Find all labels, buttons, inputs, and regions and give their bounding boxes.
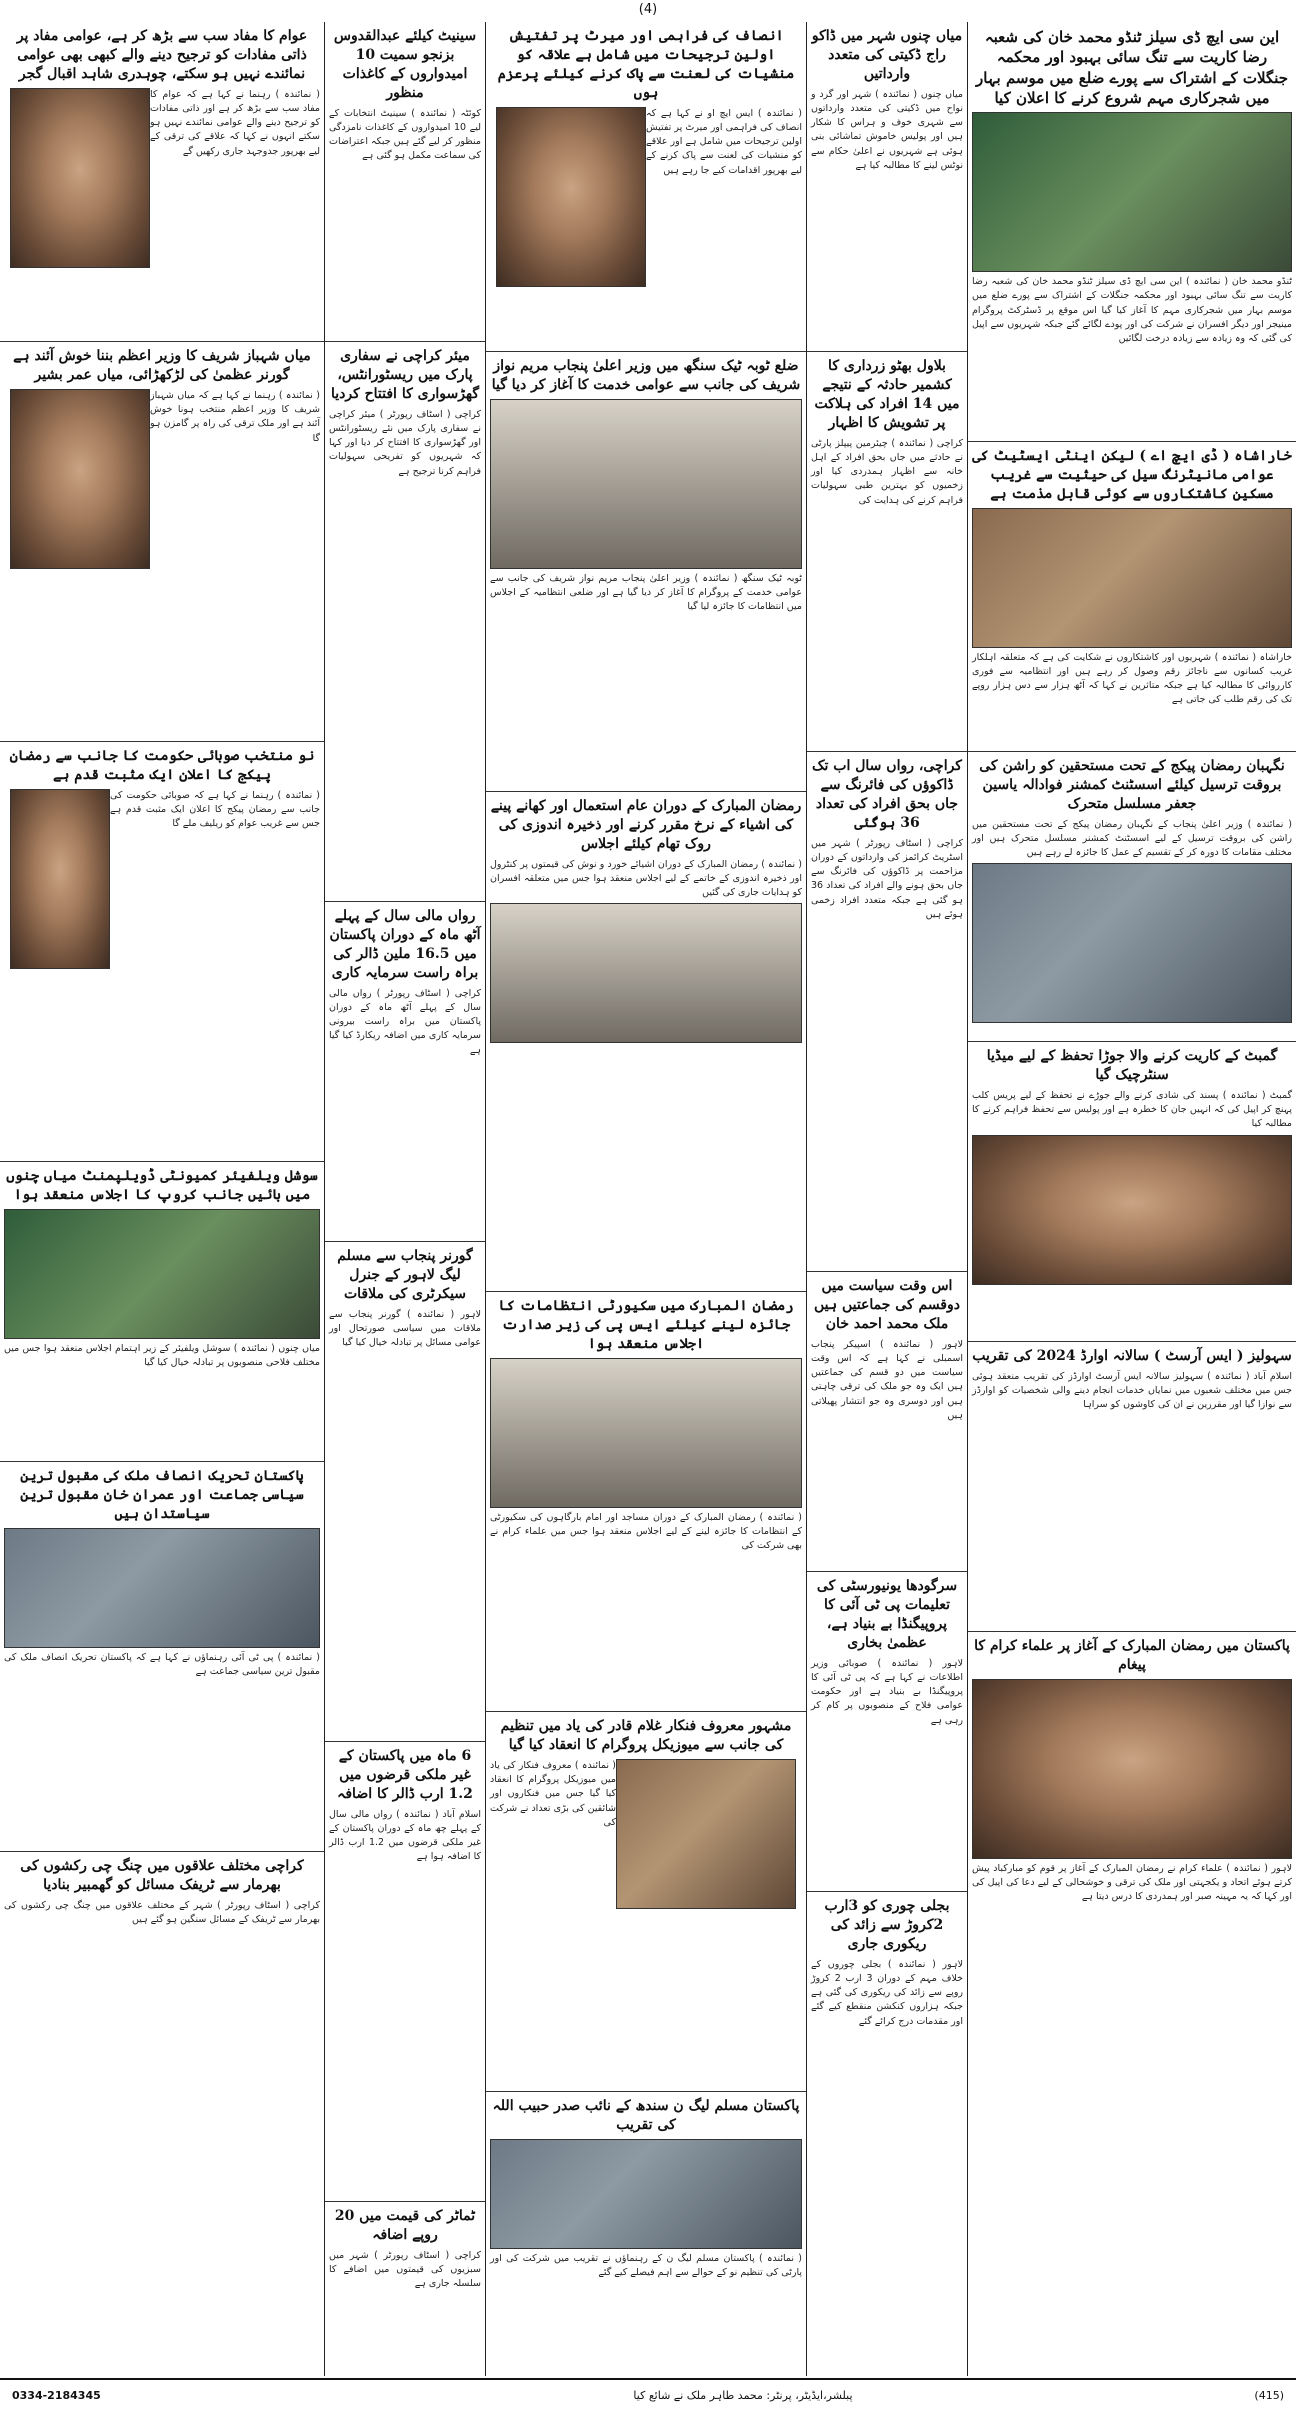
photo-welfare-meeting xyxy=(4,1209,320,1339)
story xyxy=(807,1892,967,2376)
registration-number: (415) xyxy=(1254,2389,1284,2402)
story xyxy=(325,1742,485,2202)
headline: ضلع ٹوبہ ٹیک سنگھ میں وزیر اعلیٰ پنجاب مریم نواز شریف کی جانب سے عوامی خدمت کا آغاز کر دیا گیا xyxy=(491,358,801,393)
story-body: ( نمائندہ ) پی ٹی آئی رہنماؤں نے کہا ہے کہ پاکستان تحریک انصاف ملک کی مقبول ترین سیاسی جماعت ہے xyxy=(4,1651,320,1677)
photo-cash xyxy=(972,508,1292,648)
column-divider xyxy=(806,22,807,2376)
story-body: میاں چنوں ( نمائندہ ) سوشل ویلفیئر کے زیر اہتمام اجلاس منعقد ہوا جس میں مختلف فلاحی منصوبوں پر تبادلہ خیال کیا گیا xyxy=(4,1342,320,1369)
headline: ٹماٹر کی قیمت میں 20 روپے اضافہ xyxy=(334,2208,476,2243)
phone-number: 0334-2184345 xyxy=(12,2389,101,2402)
publisher-line: پبلشر،ایڈیٹر، پرنٹر: محمد طاہر ملک نے شائع کیا xyxy=(633,2389,853,2402)
story-body: ( نمائندہ ) رہنما نے کہا ہے کہ صوبائی حکومت کی جانب سے رمضان پیکج کا اعلان ایک مثبت قدم ہے جس سے غریب عوام کو ریلیف ملے گا xyxy=(110,789,320,830)
photo-artists xyxy=(616,1759,796,1909)
story-body: اسلام آباد ( نمائندہ ) رواں مالی سال کے پہلے چھ ماہ کے دوران پاکستان کے غیر ملکی قرضوں میں 1.2 ارب ڈالر کا اضافہ ہوا ہے xyxy=(329,1808,481,1863)
story-body: ( نمائندہ ) رمضان المبارک کے دوران اشیائے خورد و نوش کی قیمتوں پر کنٹرول اور ذخیرہ اندوزی کے خاتمے کے لیے اجلاس منعقد ہوا جس میں متعلقہ افسران کو ہدایات جاری کی گئیں xyxy=(490,858,802,899)
photo-leader xyxy=(10,789,110,969)
headline: نو منتخب صوبائی حکومت کا جانب سے رمضان پیکج کا اعلان ایک مثبت قدم ہے xyxy=(9,748,315,783)
footer xyxy=(0,2378,1296,2416)
headline: رمضان المبارک میں سکیورٹی انتظامات کا جائزہ لینے کیلئے ایس پی کی زیر صدارت اجلاس منعقد ہوا xyxy=(498,1298,794,1352)
story xyxy=(807,1572,967,1892)
headline: پاکستان میں رمضان المبارک کے آغاز پر علماء کرام کا پیغام xyxy=(974,1638,1290,1673)
story-body: میاں چنوں ( نمائندہ ) شہر اور گرد و نواح میں ڈکیتی کی متعدد وارداتوں سے شہری خوف و ہراس کا شکار ہیں اور پولیس خاموش تماشائی بنی ہوئی ہے شہریوں نے اعلیٰ حکام سے نوٹس لینے کا مطالبہ کیا ہے xyxy=(811,88,963,171)
headline: پاکستان تحریک انصاف ملک کی مقبول ترین سیاسی جماعت اور عمران خان مقبول ترین سیاستدان ہیں xyxy=(20,1468,304,1522)
headline: پاکستان مسلم لیگ ن سندھ کے نائب صدر حبیب اللہ کی تقریب xyxy=(492,2098,800,2133)
headline: نگہبان رمضان پیکج کے تحت مستحقین کو راشن کی بروقت ترسیل کیلئے اسسٹنٹ کمشنر فوادالہ یاسین جعفر مسلسل متحرک xyxy=(979,758,1285,812)
column-4 xyxy=(325,22,485,2376)
story-body: لاہور ( نمائندہ ) علماء کرام نے رمضان المبارک کے آغاز پر قوم کو مبارکباد پیش کرتے ہوئے اتحاد و یکجہتی اور ملک کی ترقی و خوشحالی کے لیے دعا کی اپیل کی اور کہا کہ یہ مہینہ صبر اور ہمدردی کا درس دیتا ہے xyxy=(972,1862,1292,1903)
photo-security-meeting xyxy=(490,1358,802,1508)
headline: گورنر پنجاب سے مسلم لیگ لاہور کے جنرل سیکرٹری کی ملاقات xyxy=(337,1248,473,1302)
photo-shahid-iqbal xyxy=(10,88,150,268)
story xyxy=(0,742,324,1162)
story xyxy=(968,752,1296,1042)
story xyxy=(486,1712,806,2092)
story-body: لاہور ( نمائندہ ) صوبائی وزیر اطلاعات نے کہا ہے کہ پی ٹی آئی کا پروپیگنڈا بے بنیاد ہے اور حکومت عوامی فلاح کے منصوبوں پر کام کر رہی ہے xyxy=(811,1657,963,1726)
story-body: ( نمائندہ ) رہنما نے کہا ہے کہ عوام کا مفاد سب سے بڑھ کر ہے اور ذاتی مفادات کو ترجیح دینے والے عوامی نمائندے نہیں ہو سکتے انہوں نے کہا کہ علاقے کی ترقی کے لیے بھرپور جدوجہد جاری رکھیں گے xyxy=(150,88,320,157)
headline: بلاول بھٹو زرداری کا کشمیر حادثہ کے نتیجے میں 14 افراد کی ہلاکت پر تشویش کا اظہار xyxy=(814,358,960,431)
story xyxy=(807,352,967,752)
column-5 xyxy=(0,22,324,2376)
story xyxy=(968,1342,1296,1632)
story xyxy=(0,1462,324,1852)
column-2 xyxy=(807,22,967,2376)
story xyxy=(486,352,806,792)
story xyxy=(0,342,324,742)
headline: این سی ایچ ڈی سیلز ٹنڈو محمد خان کی شعبہ رضا کاریت سے تنگ سائی بہبود اور محکمہ جنگلات کے اشتراک سے پورے ضلع میں موسم بہار میں شجرکاری مہم شروع کرنے کا اعلان کیا xyxy=(975,28,1289,107)
photo-umar-bashir xyxy=(10,389,150,569)
photo-pmln xyxy=(490,2139,802,2249)
story-body: لاہور ( نمائندہ ) گورنر پنجاب سے ملاقات میں سیاسی صورتحال اور عوامی مسائل پر تبادلہ خیال کیا گیا xyxy=(329,1308,481,1349)
story-body: کراچی ( اسٹاف رپورٹر ) شہر میں سبزیوں کی قیمتوں میں اضافے کا سلسلہ جاری ہے xyxy=(329,2249,481,2290)
story-body: خاراشاہ ( نمائندہ ) شہریوں اور کاشتکاروں نے شکایت کی ہے کہ متعلقہ اہلکار غریب کسانوں سے ناجائز رقم وصول کر رہے ہیں اور انتظامیہ سے فوری کارروائی کا مطالبہ کیا ہے جبکہ متاثرین نے کہا کہ آٹھ ہزار سے دس ہزار روپے تک کی رقم طلب کی جاتی ہے xyxy=(972,651,1292,706)
headline: سہولیز ( ایس آرسٹ ) سالانہ اوارڈ 2024 کی تقریب xyxy=(972,1348,1292,1364)
story xyxy=(325,2202,485,2376)
column-divider xyxy=(967,22,968,2376)
headline: کراچی، رواں سال اب تک ڈاکوؤں کی فائرنگ سے جاں بحق افراد کی تعداد 36 ہوگئی xyxy=(812,758,962,831)
headline: میاں چنوں شہر میں ڈاکو راج ڈکیتی کی متعدد وارداتیں xyxy=(811,28,963,82)
story xyxy=(968,442,1296,752)
story-body: کراچی ( نمائندہ ) چیئرمین پیپلز پارٹی نے حادثے میں جاں بحق افراد کے اہل خانہ سے اظہار ہمدردی کیا اور زخمیوں کو بہترین طبی سہولیات فراہم کرنے کی ہدایت کی xyxy=(811,437,963,506)
page-number: (4) xyxy=(638,2,658,17)
story-body: کوئٹہ ( نمائندہ ) سینیٹ انتخابات کے لیے 10 امیدواروں کے کاغذات نامزدگی منظور کر لیے گئے ہیں جبکہ اعتراضات کی سماعت مکمل ہو گئی ہے xyxy=(329,107,481,162)
story xyxy=(807,1272,967,1572)
photo-price-meeting xyxy=(490,903,802,1043)
story xyxy=(807,22,967,352)
story xyxy=(486,1292,806,1712)
photo-plantation xyxy=(972,112,1292,272)
story xyxy=(325,902,485,1242)
story xyxy=(0,22,324,342)
headline: خاراشاہ ( ڈی ایچ اے ) لیکن اینٹی ایسٹیٹ کی عوامی مانیٹرنگ سیل کی حیثیت سے غریب مسکین کاشتکاروں سے کوئی قابل مذمت ہے xyxy=(972,448,1292,502)
story xyxy=(486,22,806,352)
story-body: کراچی ( اسٹاف رپورٹر ) رواں مالی سال کے پہلے آٹھ ماہ کے دوران پاکستان میں براہ راست بیرونی سرمایہ کاری میں اضافہ ریکارڈ کیا گیا ہے xyxy=(329,987,481,1056)
story-body: کراچی ( اسٹاف رپورٹر ) میئر کراچی نے سفاری پارک میں نئے ریسٹورانٹس اور گھڑسواری کا افتتاح کر دیا اور کہا کہ شہریوں کو تفریحی سہولیات فراہم کرنا ترجیح ہے xyxy=(329,408,481,477)
headline: 6 ماہ میں پاکستان کے غیر ملکی قرضوں میں 1.2 ارب ڈالر کا اضافہ xyxy=(337,1748,473,1802)
headline: عوام کا مفاد سب سے بڑھ کر ہے، عوامی مفاد پر ذاتی مفادات کو ترجیح دینے والے کبھی بھی عوامی نمائندے نہیں ہو سکتے، چوہدری شاہد اقبال گجر xyxy=(16,28,308,82)
story-body: ( نمائندہ ) معروف فنکار کی یاد میں میوزیکل پروگرام کا انعقاد کیا گیا جس میں فنکاروں اور شائقین کی بڑی تعداد نے شرکت کی xyxy=(490,1759,616,1828)
story-body: کراچی ( اسٹاف رپورٹر ) شہر میں اسٹریٹ کرائمز کی وارداتوں کے دوران مزاحمت پر ڈاکوؤں کی فائرنگ سے جاں بحق ہونے والے افراد کی تعداد 36 ہو گئی ہے جبکہ متعدد افراد زخمی ہوئے ہیں xyxy=(811,837,963,920)
story xyxy=(325,22,485,342)
headline: سوشل ویلفیئر کمیونٹی ڈویلپمنٹ میاں چنوں میں بائیں جانب کروپ کا اجلاس منعقد ہوا xyxy=(6,1168,318,1203)
photo-couple xyxy=(972,1135,1292,1285)
column-3 xyxy=(486,22,806,2376)
headline: میاں شہباز شریف کا وزیر اعظم بننا خوش آئند ہے گورنر عظمیٰ کی لڑکھڑائی، میاں عمر بشیر xyxy=(13,348,311,383)
headline: سینیٹ کیلئے عبدالقدوس بزنجو سمیت 10 امیدواروں کے کاغذات منظور xyxy=(333,28,477,101)
story-body: اسلام آباد ( نمائندہ ) سہولیز سالانہ ایس آرسٹ اوارڈز کی تقریب منعقد ہوئی جس میں مختلف شعبوں میں نمایاں خدمات انجام دینے والی شخصیات کو اوارڈز سے نوازا گیا اور مقررین نے ان کی کاوشوں کو سراہا xyxy=(972,1370,1292,1411)
story-body: کراچی ( اسٹاف رپورٹر ) شہر کے مختلف علاقوں میں چنگ چی رکشوں کی بھرمار سے ٹریفک کے مسائل سنگین ہو گئے ہیں xyxy=(4,1899,320,1926)
story xyxy=(486,792,806,1292)
story xyxy=(486,2092,806,2376)
story-body: ( نمائندہ ) رہنما نے کہا ہے کہ میاں شہباز شریف کا وزیر اعظم منتخب ہونا خوش آئند ہے اور ملک ترقی کی راہ پر گامزن ہو گا xyxy=(150,389,320,444)
headline: اس وقت سیاست میں دوقسم کی جماعتیں ہیں ملک محمد احمد خان xyxy=(813,1278,960,1332)
photo-scholars xyxy=(972,1679,1292,1859)
story-body: ( نمائندہ ) پاکستان مسلم لیگ ن کے رہنماؤں نے تقریب میں شرکت کی اور پارٹی کی تنظیم نو کے حوالے سے اہم فیصلے کیے گئے xyxy=(490,2252,802,2279)
headline: بجلی چوری کو 3ارب 2کروڑ سے زائد کی ریکوری جاری xyxy=(824,1898,950,1952)
story xyxy=(0,1162,324,1462)
story-body: ( نمائندہ ) رمضان المبارک کے دوران مساجد اور امام بارگاہوں کی سکیورٹی کے انتظامات کا جائزہ لینے کے لیے اجلاس منعقد ہوا جس میں علماء کرام نے بھی شرکت کی xyxy=(490,1511,802,1552)
headline: گمبٹ کے کاریت کرنے والا جوڑا تحفظ کے لیے میڈیا سنٹرچیک گیا xyxy=(986,1048,1278,1083)
photo-sho xyxy=(496,107,646,287)
headline: سرگودھا یونیورسٹی کی تعلیمات پی ٹی آئی کا پروپیگنڈا بے بنیاد ہے، عظمیٰ بخاری xyxy=(816,1578,958,1651)
story-body: ٹوبہ ٹیک سنگھ ( نمائندہ ) وزیر اعلیٰ پنجاب مریم نواز شریف کی جانب سے عوامی خدمت کے پروگرام کا آغاز کر دیا گیا ہے اور ضلعی انتظامیہ کے اجلاس میں انتظامات کا جائزہ لیا گیا xyxy=(490,572,802,613)
story xyxy=(968,22,1296,442)
story-body: لاہور ( نمائندہ ) بجلی چوروں کے خلاف مہم کے دوران 3 ارب 2 کروڑ روپے سے زائد کی ریکوری کی گئی ہے جبکہ ہزاروں کنکشن منقطع کیے گئے اور مقدمات درج کرائے گئے xyxy=(811,1958,963,2027)
photo-meeting xyxy=(490,399,802,569)
story-body: ٹنڈو محمد خان ( نمائندہ ) این سی ایچ ڈی سیلز ٹنڈو محمد خان کی شعبہ رضا کاریت سے تنگ سائی بہبود اور محکمہ جنگلات کے اشتراک سے پورے ضلع میں موسم بہار میں شجرکاری مہم کا آغاز کیا گیا اس موقع پر ڈسٹرکٹ پروگرام مینیجر اور دیگر افسران نے شرکت کی اور پودے لگائے گئے جبکہ شہریوں سے اپیل کی گئی کہ وہ زیادہ سے زیادہ درخت لگائیں xyxy=(972,276,1292,344)
story xyxy=(325,1242,485,1742)
headline: انصاف کی فراہمی اور میرٹ پر تفتیش اولین ترجیحات میں شامل ہے علاقہ کو منشیات کی لعنت سے پاک کرنے کیلئے پرعزم ہوں xyxy=(497,28,795,101)
column-divider xyxy=(324,22,325,2376)
headline: میئر کراچی نے سفاری پارک میں ریسٹورانٹس، گھڑسواری کا افتتاح کردیا xyxy=(330,348,480,402)
story-body: لاہور ( نمائندہ ) اسپیکر پنجاب اسمبلی نے کہا ہے کہ اس وقت سیاست میں دو قسم کی جماعتیں ہیں ایک وہ جو ملک کی ترقی چاہتی ہیں اور دوسری وہ جو انتشار پھیلاتی ہیں xyxy=(811,1338,963,1421)
headline: رواں مالی سال کے پہلے آٹھ ماہ کے دوران پاکستان میں 16.5 ملین ڈالر کی براہ راست سرمایہ کاری xyxy=(329,908,481,981)
story xyxy=(325,342,485,902)
story-body: گمبٹ ( نمائندہ ) پسند کی شادی کرنے والے جوڑے نے تحفظ کے لیے پریس کلب پہنچ کر اپیل کی کہ انہیں جان کا خطرہ ہے اور پولیس سے تحفظ فراہم کرنے کا مطالبہ کیا xyxy=(972,1089,1292,1130)
story-body: ( نمائندہ ) وزیر اعلیٰ پنجاب کے نگہبان رمضان پیکج کے تحت مستحقین میں راشن کی بروقت ترسیل کے لیے اسسٹنٹ کمشنر مسلسل متحرک ہیں اور مختلف مقامات کا دورہ کر کے تقسیم کے عمل کا جائزہ لے رہے ہیں xyxy=(972,818,1292,859)
column-divider xyxy=(485,22,486,2376)
headline: رمضان المبارک کے دوران عام استعمال اور کھانے پینے کی اشیاء کے نرخ مقرر کرنے اور ذخیرہ اندوزی کی روک تھام کیلئے اجلاس xyxy=(490,798,802,852)
story xyxy=(968,1042,1296,1342)
photo-ration-distribution xyxy=(972,863,1292,1023)
story xyxy=(0,1852,324,2376)
headline: مشہور معروف فنکار غلام قادر کی یاد میں تنظیم کی جانب سے میوزیکل پروگرام کا انعقاد کیا گیا xyxy=(500,1718,792,1753)
photo-pti-meeting xyxy=(4,1528,320,1648)
story xyxy=(807,752,967,1272)
story xyxy=(968,1632,1296,2376)
headline: کراچی مختلف علاقوں میں چنگ چی رکشوں کی بھرمار سے ٹریفک مسائل کو گھمبیر بنادیا xyxy=(20,1858,304,1893)
story-body: ( نمائندہ ) ایس ایچ او نے کہا ہے کہ انصاف کی فراہمی اور میرٹ پر تفتیش اولین ترجیحات میں شامل ہے اور علاقے کو منشیات کی لعنت سے پاک کرنے کے لیے بھرپور اقدامات کیے جا رہے ہیں xyxy=(646,107,802,176)
column-1 xyxy=(968,22,1296,2376)
